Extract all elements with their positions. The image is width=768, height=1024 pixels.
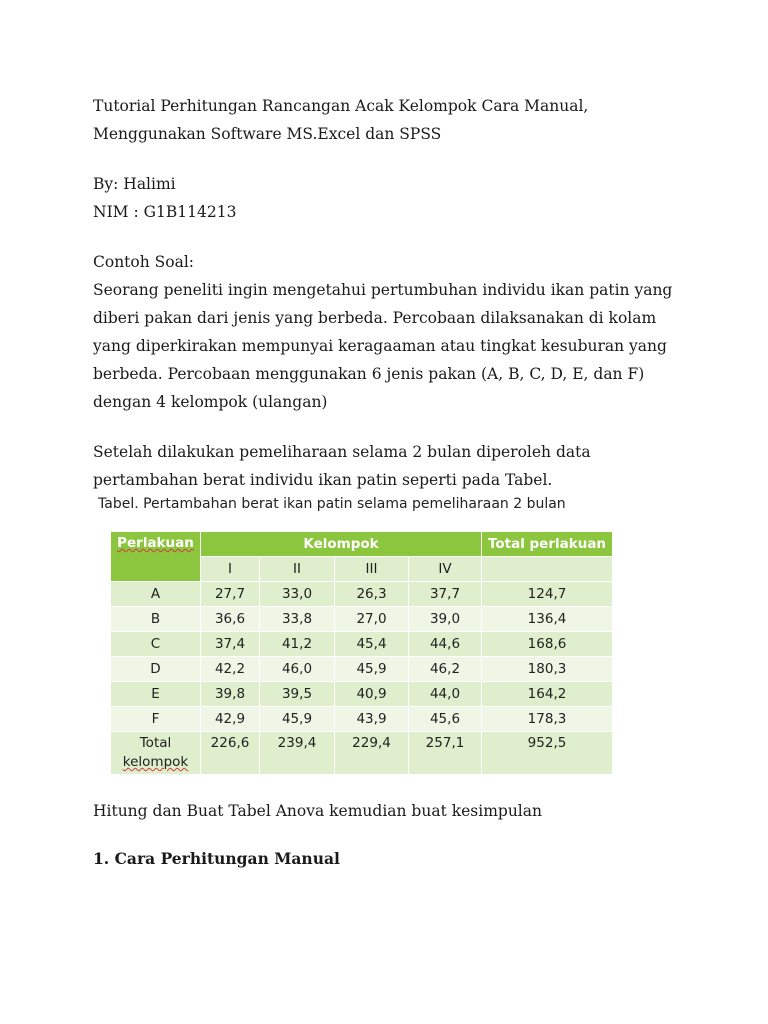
group-label: III	[335, 557, 409, 582]
row-total: 164,2	[482, 682, 613, 707]
table-row	[111, 707, 613, 732]
cell: 37,4	[201, 632, 260, 657]
table-row	[111, 632, 613, 657]
cell: 39,0	[409, 607, 482, 632]
row-label: B	[111, 607, 201, 632]
problem-line-5: dengan 4 kelompok (ulangan)	[93, 393, 328, 411]
cell: 44,0	[409, 682, 482, 707]
header-total: Total perlakuan	[482, 532, 613, 557]
cell: 33,8	[260, 607, 335, 632]
author: By: Halimi	[93, 175, 176, 193]
total-row-label-line2: kelompok	[122, 754, 189, 770]
problem-line-1: Seorang peneliti ingin mengetahui pertumbuhan individu ikan patin yang	[93, 281, 673, 299]
cell: 239,4	[260, 732, 335, 775]
cell: 45,9	[335, 657, 409, 682]
result-line-2: pertambahan berat individu ikan patin seperti pada Tabel.	[93, 471, 553, 489]
group-label: I	[201, 557, 260, 582]
row-label: A	[111, 582, 201, 607]
cell: 27,7	[201, 582, 260, 607]
cell: 43,9	[335, 707, 409, 732]
data-table	[110, 531, 613, 775]
row-label: D	[111, 657, 201, 682]
row-total: 136,4	[482, 607, 613, 632]
cell: 42,2	[201, 657, 260, 682]
cell: 229,4	[335, 732, 409, 775]
problem-line-4: berbeda. Percobaan menggunakan 6 jenis pakan (A, B, C, D, E, dan F)	[93, 365, 645, 383]
cell: 26,3	[335, 582, 409, 607]
group-label-empty	[482, 557, 613, 582]
after-table	[93, 797, 693, 873]
table-row-total	[111, 732, 613, 775]
table-caption	[98, 496, 566, 512]
cell: 46,0	[260, 657, 335, 682]
cell: 45,9	[260, 707, 335, 732]
group-label: IV	[409, 557, 482, 582]
cell: 46,2	[409, 657, 482, 682]
row-total: 124,7	[482, 582, 613, 607]
total-row-label	[111, 732, 201, 775]
row-label: E	[111, 682, 201, 707]
problem-line-2: diberi pakan dari jenis yang berbeda. Percobaan dilaksanakan di kolam	[93, 309, 657, 327]
row-label: F	[111, 707, 201, 732]
table-row	[111, 607, 613, 632]
problem-line-3: yang diperkirakan mempunyai keragaaman atau tingkat kesuburan yang	[93, 337, 667, 355]
cell: 33,0	[260, 582, 335, 607]
example-heading: Contoh Soal:	[93, 253, 195, 271]
cell: 257,1	[409, 732, 482, 775]
table-row	[111, 657, 613, 682]
task-text: Hitung dan Buat Tabel Anova kemudian buat kesimpulan	[93, 802, 542, 820]
cell: 40,9	[335, 682, 409, 707]
cell: 39,8	[201, 682, 260, 707]
table-row	[111, 582, 613, 607]
row-total: 168,6	[482, 632, 613, 657]
title-line-2: Menggunakan Software MS.Excel dan SPSS	[93, 125, 442, 143]
row-total: 178,3	[482, 707, 613, 732]
cell: 42,9	[201, 707, 260, 732]
cell: 39,5	[260, 682, 335, 707]
title-line-1: Tutorial Perhitungan Rancangan Acak Kelompok Cara Manual,	[93, 97, 589, 115]
header-group: Kelompok	[201, 532, 482, 557]
row-label: C	[111, 632, 201, 657]
cell: 44,6	[409, 632, 482, 657]
grand-total: 952,5	[482, 732, 613, 775]
cell: 45,4	[335, 632, 409, 657]
cell: 36,6	[201, 607, 260, 632]
cell: 27,0	[335, 607, 409, 632]
cell: 41,2	[260, 632, 335, 657]
cell: 226,6	[201, 732, 260, 775]
row-total: 180,3	[482, 657, 613, 682]
cell: 45,6	[409, 707, 482, 732]
group-label: II	[260, 557, 335, 582]
result-line-1: Setelah dilakukan pemeliharaan selama 2 bulan diperoleh data	[93, 443, 591, 461]
nim: NIM : G1B114213	[93, 203, 237, 221]
table-caption-text: Tabel. Pertambahan berat ikan patin selama pemeliharaan 2 bulan	[98, 496, 566, 512]
document-body	[93, 92, 693, 494]
total-row-label-line1: Total	[139, 735, 172, 751]
cell: 37,7	[409, 582, 482, 607]
section-heading: 1. Cara Perhitungan Manual	[93, 849, 340, 868]
header-treatment: Perlakuan	[111, 532, 201, 582]
table-row	[111, 682, 613, 707]
